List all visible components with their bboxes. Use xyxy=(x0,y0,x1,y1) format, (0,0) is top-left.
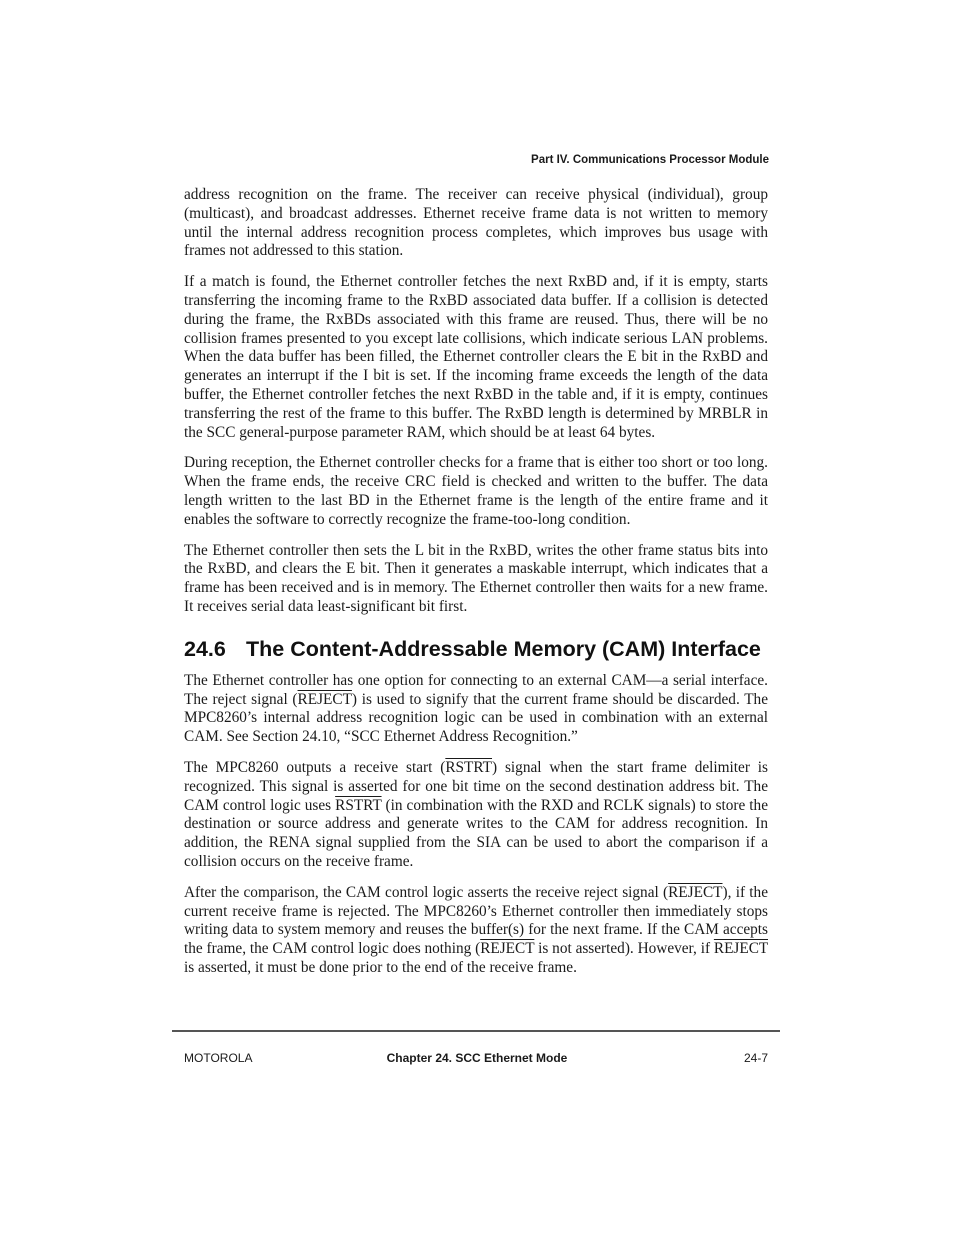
paragraph-after-comparison xyxy=(184,884,768,978)
text-run: The MPC8260 outputs a receive start ( xyxy=(184,758,446,776)
text-run: (in combination with the RXD and RCLK signals) to store the destination or source address and generate writes to the CAM for address recognition. In addition, the RENA signal supplied from the SIA can be used to abort the comparison if a collision occurs on the receive frame. xyxy=(184,796,768,870)
text-run: is asserted, it must be done prior to the end of the receive frame. xyxy=(184,958,577,976)
paragraph-receive-start xyxy=(184,759,768,872)
text-run: ), if the current receive frame is rejected. The MPC8260’s Ethernet controller then immediately stops writing data to system memory and reuses the buffer(s) for the next frame. If the CAM accepts the frame, the CAM control logic does nothing ( xyxy=(184,883,768,958)
text-run: ) is used to signify that the current frame should be discarded. The MPC8260’s internal address recognition logic can be used in combination with an external CAM. See Section 24.10, “SCC Ethernet Address Recognition.” xyxy=(184,690,768,746)
text-run: is not asserted). However, if xyxy=(534,940,714,958)
text-run: After the comparison, the CAM control logic asserts the receive reject signal ( xyxy=(184,883,669,901)
paragraph-address-recognition: address recognition on the frame. The receiver can receive physical (individual), group (multicast), and broadcast addresses. Ethernet receive frame data is not written to memory until the internal address recognition process completes, which improves bus usage with frames not addressed to this station. xyxy=(184,186,768,260)
footer-page-number: 24-7 xyxy=(743,1051,768,1065)
section-title: The Content-Addressable Memory (CAM) Interface xyxy=(246,636,761,661)
text-run: ) signal when the start frame delimiter is recognized. This signal is asserted for one bit time on the second destination address bit. The CAM control logic uses xyxy=(184,758,768,814)
text-run: The Ethernet controller has one option for connecting to an external CAM—a serial interface. The reject signal ( xyxy=(184,671,768,708)
paragraph-cam-intro xyxy=(184,672,768,747)
footer-rule xyxy=(172,1030,780,1032)
signal-rstrt: RSTRT xyxy=(335,796,382,814)
signal-reject: REJECT xyxy=(297,690,352,708)
footer-chapter: Chapter 24. SCC Ethernet Mode xyxy=(386,1051,568,1065)
paragraph-status-bits: The Ethernet controller then sets the L bit in the RxBD, writes the other frame status bits into the RxBD, and clears the E bit. Then it generates a maskable interrupt, which indicates that a frame has been received and is in memory. The Ethernet controller then waits for a new frame. It receives serial data least-significant bit first. xyxy=(184,541,768,615)
signal-reject: REJECT xyxy=(480,940,535,958)
paragraph-match-found: If a match is found, the Ethernet controller fetches the next RxBD and, if it is empty, starts transferring the incoming frame to the RxBD associated data buffer. If a collision is detected during the frame, the RxBDs associated with this frame are reused. Thus, there will be no collision frames presented to you except late collisions, which indicate serious LAN problems. When the data buffer has been filled, the Ethernet controller clears the E bit in the RxBD and generates an interrupt if the I bit is set. If the incoming frame exceeds the length of the data buffer, the Ethernet controller fetches the next RxBD in the table and, if it is empty, continues transferring the rest of the frame to this buffer. The RxBD length is determined by MRBLR in the SCC general-purpose parameter RAM, which should be at least 64 bytes. xyxy=(184,273,768,441)
paragraph-during-reception: During reception, the Ethernet controller checks for a frame that is either too short or too long. When the frame ends, the receive CRC field is checked and written to the buffer. The data length written to the last BD in the Ethernet frame is the length of the entire frame and it enables the software to correctly recognize the frame-too-long condition. xyxy=(184,454,768,528)
section-number: 24.6 xyxy=(184,636,226,661)
signal-reject: REJECT xyxy=(713,940,768,958)
footer-publisher: MOTOROLA xyxy=(184,1051,253,1065)
running-header: Part IV. Communications Processor Module xyxy=(531,154,769,166)
page-body xyxy=(184,186,768,990)
signal-reject: REJECT xyxy=(668,883,723,901)
signal-rstrt: RSTRT xyxy=(445,758,493,776)
section-heading xyxy=(184,637,768,662)
